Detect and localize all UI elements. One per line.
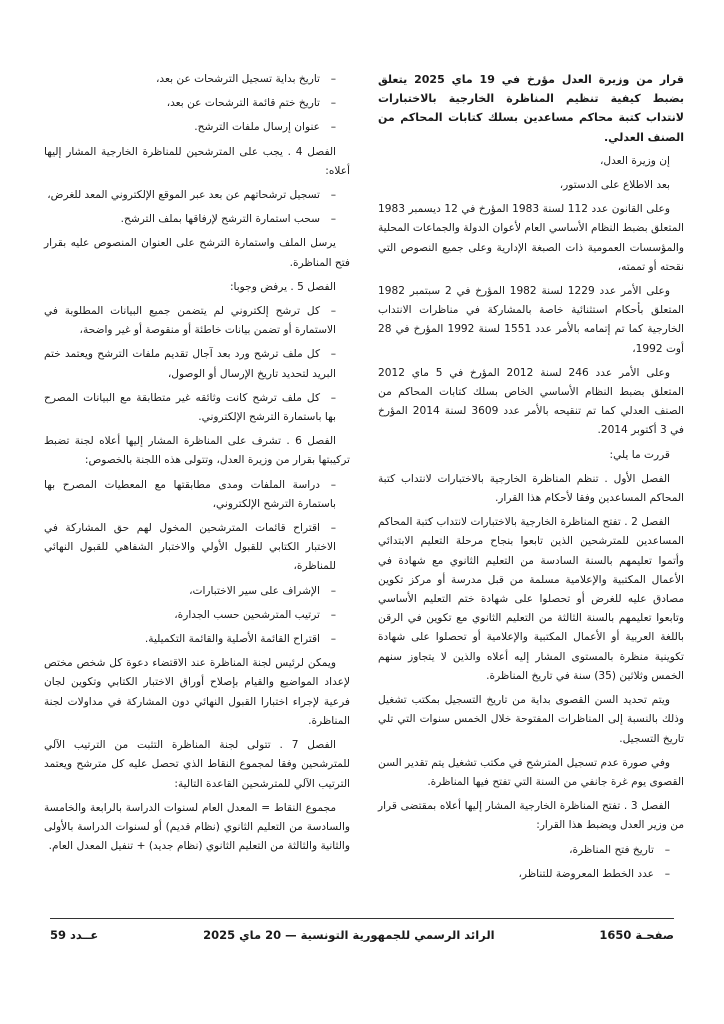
text-columns bbox=[44, 70, 684, 880]
list-item bbox=[378, 841, 684, 860]
dash-bullet-icon: – bbox=[664, 843, 670, 856]
list-item-text: دراسة الملفات ومدى مطابقتها مع المعطيات المصرح بها باستمارة الترشح الإلكتروني، bbox=[44, 478, 336, 510]
paragraph: ويمكن لرئيس لجنة المناظرة عند الاقتضاء دعوة كل شخص مختص لإعداد المواضيع والقيام بإصلاح أوراق الاختبار الكتابي وتكوين لجان فرعية لإجراء اختبارا القبول النهائي دون المشاركة في مداولات لجنة المناظرة. bbox=[44, 657, 350, 727]
paragraph: يرسل الملف واستمارة الترشح على العنوان المنصوص عليه بقرار فتح المناظرة. bbox=[44, 237, 350, 269]
list-item-text: تاريخ ختم قائمة الترشحات عن بعد، bbox=[166, 97, 320, 110]
page-footer bbox=[50, 928, 674, 942]
list-item-text: عدد الخطط المعروضة للتناظر، bbox=[518, 867, 654, 880]
paragraph: بعد الاطلاع على الدستور، bbox=[559, 179, 670, 192]
paragraph: وعلى الأمر عدد 246 لسنة 2012 المؤرخ في 5 ماي 2012 المتعلق بضبط النظام الأساسي الخاص بسلك كتابات المحاكم من الصنف العدلي كما تم تنقيحه بالأمر عدد 3609 لسنة 2014 المؤرخ في 3 أكتوبر 2014. bbox=[378, 366, 684, 437]
list-item bbox=[44, 389, 350, 427]
issue-number: عــدد 59 bbox=[50, 928, 99, 942]
list-item bbox=[44, 476, 350, 514]
list-item-text: اقتراح القائمة الأصلية والقائمة التكميلية. bbox=[144, 633, 320, 646]
list-item-text: الإشراف على سير الاختبارات، bbox=[189, 584, 320, 597]
paragraph: الفصل 3 . تفتح المناظرة الخارجية المشار إليها أعلاه بمقتضى قرار من وزير العدل ويضبط هذا القرار: bbox=[378, 800, 684, 832]
list-item bbox=[44, 118, 350, 137]
dash-bullet-icon: – bbox=[330, 584, 336, 597]
dash-bullet-icon: – bbox=[664, 867, 670, 880]
dash-bullet-icon: – bbox=[330, 522, 336, 535]
list-item bbox=[44, 210, 350, 229]
list-item bbox=[44, 302, 350, 340]
paragraph: الفصل 6 . تشرف على المناظرة المشار إليها أعلاه لجنة تضبط تركيبتها بقرار من وزيرة العدل، وتتولى هذه اللجنة بالخصوص: bbox=[44, 435, 350, 467]
list-item-text: تاريخ فتح المناظرة، bbox=[569, 843, 654, 856]
paragraph: الفصل 5 . يرفض وجوبا: bbox=[229, 280, 336, 293]
paragraph: الفصل 4 . يجب على المترشحين للمناظرة الخارجية المشار إليها أعلاه: bbox=[44, 145, 350, 177]
dash-bullet-icon: – bbox=[330, 391, 336, 404]
dash-bullet-icon: – bbox=[330, 348, 336, 361]
footer-divider bbox=[50, 918, 674, 919]
paragraph: الفصل 2 . تفتح المناظرة الخارجية بالاختبارات لانتداب كتبة المحاكم المساعدين للمترشحين الذين تابعوا بنجاح مرحلة التعليم الابتدائي وأتموا تعليمهم بالسنة السادسة من التعليم الثانوي مع شهادة في الأعمال المكتبية والإعلامية مسلمة من قبل مدرسة أو مركز تكوين مصادق عليه للغرض أو تحصلوا على شهادة ختم التعليم الأساسي وتابعوا تعليمهم بالسنة الثالثة من التعليم الثانوي مع تكوين في الرقن باللغة العربية أو الأعمال المكتبية والإعلامية أو تحصلوا على شهادة تكوينية منظرة بالمستوى المشار إليه أعلاه والذين لا يتجاوز سنهم الخمس وثلاثين (35) سنة في تاريخ المناظرة. bbox=[378, 516, 684, 682]
list-item bbox=[378, 865, 684, 884]
left-column bbox=[44, 70, 350, 853]
list-item-text: ترتيب المترشحين حسب الجدارة، bbox=[174, 608, 320, 621]
list-item bbox=[44, 94, 350, 113]
paragraph: وعلى القانون عدد 112 لسنة 1983 المؤرخ في 12 ديسمبر 1983 المتعلق بضبط النظام الأساسي العام لأعوان الدولة والجماعات المحلية والمؤسسات العمومية ذات الصبغة الإدارية وعلى جميع النصوص التي نقحته أو تممته، bbox=[378, 203, 684, 273]
dash-bullet-icon: – bbox=[330, 121, 336, 134]
paragraph: مجموع النقاط = المعدل العام لسنوات الدراسة بالرابعة والخامسة والسادسة من التعليم الثانوي (نظام قديم) أو لسنوات الدراسة بالأولى والثانية والثالثة من التعليم الثانوي (نظام جديد) + تنفيل المعدل العام. bbox=[44, 801, 350, 853]
list-item bbox=[44, 70, 350, 89]
dash-bullet-icon: – bbox=[330, 633, 336, 646]
paragraph: الفصل الأول . تنظم المناظرة الخارجية بالاختبارات لانتداب كتبة المحاكم المساعدين وفقا لأحكام هذا القرار. bbox=[378, 472, 684, 505]
list-item-text: كل ملف ترشح كانت وثائقه غير متطابقة مع البيانات المصرح بها باستمارة الترشح الإلكتروني. bbox=[44, 391, 336, 424]
list-item-text: تسجيل ترشحاتهم عن بعد عبر الموقع الإلكتروني المعد للغرض، bbox=[47, 189, 320, 202]
list-item-text: كل ملف ترشح ورد بعد آجال تقديم ملفات الترشح ويعتمد ختم البريد لتحديد تاريخ الإرسال أو الوصول، bbox=[44, 348, 336, 380]
list-item-text: كل ترشح إلكتروني لم يتضمن جميع البيانات المطلوبة في الاستمارة أو تضمن بيانات خاطئة أو منقوصة أو غير واضحة، bbox=[44, 305, 336, 337]
dash-bullet-icon: – bbox=[330, 608, 336, 621]
list-item-text: سحب استمارة الترشح لإرفاقها بملف الترشح. bbox=[120, 213, 320, 226]
paragraph: الفصل 7 . تتولى لجنة المناظرة التثبت من الترتيب الآلي للمترشحين وفقا لمجموع النقاط الذي تحصل عليه كل مترشح ويعتمد الترتيب الآلي للمترشحين القاعدة التالية: bbox=[44, 739, 350, 790]
paragraph: وفي صورة عدم تسجيل المترشح في مكتب تشغيل يتم تقدير السن القصوى يوم غرة جانفي من السنة التي تفتح فيها المناظرة. bbox=[378, 756, 684, 788]
page-number: صفحـة 1650 bbox=[599, 928, 674, 942]
list-item bbox=[44, 606, 350, 625]
paragraph: ويتم تحديد السن القصوى بداية من تاريخ التسجيل بمكتب تشغيل وذلك بالنسبة إلى المناظرات المفتوحة خلال الخمس سنوات التي تلي تاريخ التسجيل. bbox=[378, 694, 684, 745]
paragraph: قررت ما يلي: bbox=[609, 448, 670, 461]
dash-bullet-icon: – bbox=[330, 305, 336, 318]
list-item bbox=[44, 186, 350, 205]
dash-bullet-icon: – bbox=[330, 189, 336, 202]
dash-bullet-icon: – bbox=[330, 213, 336, 226]
list-item bbox=[44, 630, 350, 649]
list-item-text: عنوان إرسال ملفات الترشح. bbox=[194, 121, 320, 134]
decree-title: قرار من وزيرة العدل مؤرخ في 19 ماي 2025 يتعلق بضبط كيفية تنظيم المناظرة الخارجية بالاختبارات لانتداب كتبة محاكم مساعدين بسلك كتابات المحاكم من الصنف العدلي. bbox=[378, 73, 684, 144]
list-item-text: اقتراح قائمات المترشحين المخول لهم حق المشاركة في الاختبار الكتابي للقبول الأولي والاختبار الشفاهي للقبول النهائي للمناظرة، bbox=[44, 522, 336, 573]
dash-bullet-icon: – bbox=[330, 73, 336, 85]
paragraph: وعلى الأمر عدد 1229 لسنة 1982 المؤرخ في 2 سبتمبر 1982 المتعلق بأحكام استثنائية خاصة بالمشاركة في مناظرات الانتداب الخارجية كما تم إتمامه بالأمر عدد 1551 لسنة 1992 المؤرخ في 28 أوت 1992، bbox=[378, 285, 684, 355]
gazette-title: الرائد الرسمي للجمهورية التونسية — 20 ماي 2025 bbox=[203, 928, 495, 942]
dash-bullet-icon: – bbox=[330, 97, 336, 110]
list-item-text: تاريخ بداية تسجيل الترشحات عن بعد، bbox=[155, 73, 320, 85]
list-item bbox=[44, 345, 350, 383]
dash-bullet-icon: – bbox=[330, 478, 336, 491]
list-item bbox=[44, 519, 350, 577]
list-item bbox=[44, 582, 350, 601]
paragraph: إن وزيرة العدل، bbox=[600, 154, 670, 167]
right-column bbox=[378, 70, 684, 880]
